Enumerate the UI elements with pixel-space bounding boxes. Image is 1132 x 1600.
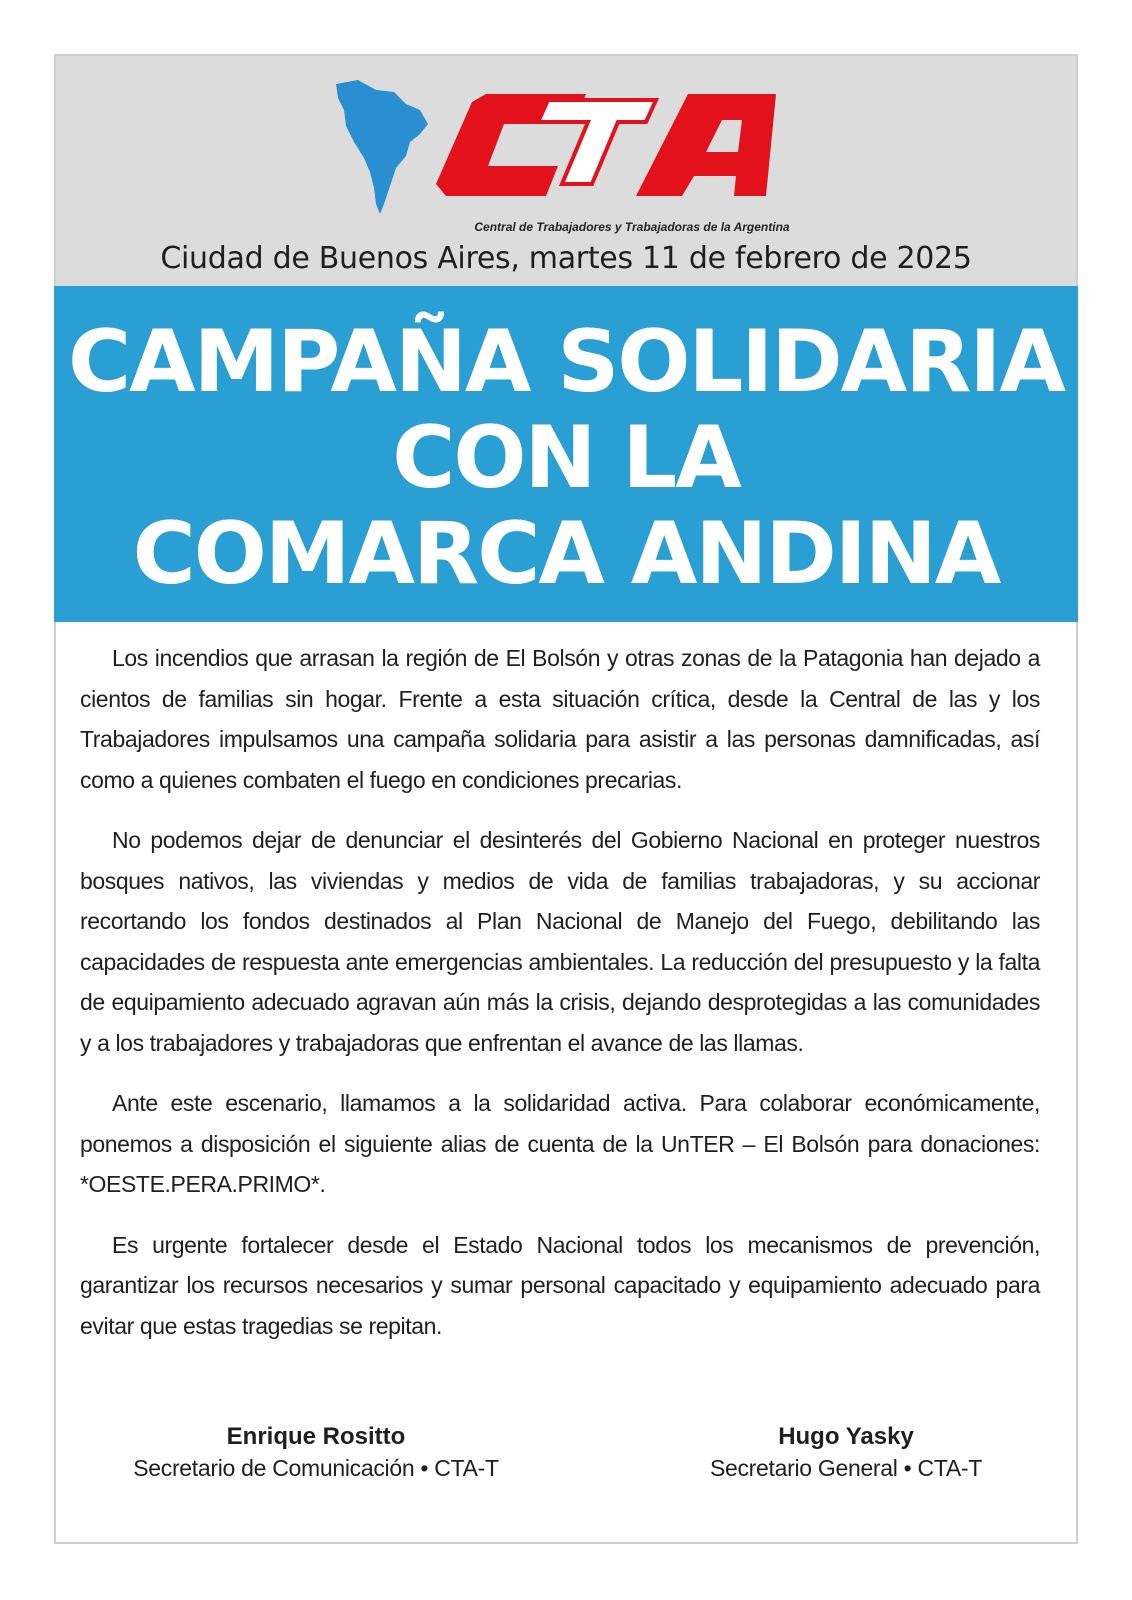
signatory-name: Enrique Rositto xyxy=(226,1423,406,1450)
banner-title-line-3: COMARCA ANDINA xyxy=(132,504,1000,604)
signature-left xyxy=(126,1422,506,1484)
date-line: Ciudad de Buenos Aires, martes 11 de febrero de 2025 xyxy=(160,241,972,276)
cta-logo xyxy=(336,80,796,220)
south-america-map-icon xyxy=(336,80,428,214)
banner-title-line-2: CON LA xyxy=(392,408,740,508)
paragraph-2: No podemos dejar de denunciar el desinterés del Gobierno Nacional en proteger nuestros bosques nativos, las viviendas y medios de vida de familias trabajadoras, y su accionar recortando los fondos destinados al Plan Nacional de Manejo del Fuego, debilitando las capacidades de respuesta ante emergencias ambientales. La reducción del presupuesto y la falta de equipamiento adecuado agravan aún más la crisis, dejando desprotegidas a las comunidades y a los trabajadores y trabajadoras que enfrentan el avance de las llamas. xyxy=(80,827,1040,1056)
logo-letter-a xyxy=(636,94,776,196)
banner-title xyxy=(54,314,1078,602)
body-text xyxy=(80,638,1040,1366)
signature-right xyxy=(656,1422,1036,1484)
paragraph-3: Ante este escenario, llamamos a la solidaridad activa. Para colaborar económicamente, ponemos a disposición el siguiente alias de cuenta de la UnTER – El Bolsón para donaciones: *OESTE.PERA.PRIMO*. xyxy=(80,1090,1040,1197)
document-frame xyxy=(54,54,1078,1544)
signatory-role: Secretario de Comunicación • CTA-T xyxy=(133,1455,499,1481)
paragraph-1: Los incendios que arrasan la región de El Bolsón y otras zonas de la Patagonia han dejado a cientos de familias sin hogar. Frente a esta situación crítica, desde la Central de las y los Trabajadores impulsamos una campaña solidaria para asistir a las personas damnificadas, así como a quienes combaten el fuego en condiciones precarias. xyxy=(80,645,1040,793)
logo-tagline: Central de Trabajadores y Trabajadoras de la Argentina xyxy=(474,220,790,234)
paragraph-4: Es urgente fortalecer desde el Estado Nacional todos los mecanismos de prevención, garantizar los recursos necesarios y sumar personal capacitado y equipamiento adecuado para evitar que estas tragedias se repitan. xyxy=(80,1231,1040,1339)
signatory-name: Hugo Yasky xyxy=(778,1423,914,1450)
signatory-role: Secretario General • CTA-T xyxy=(709,1455,983,1481)
banner-title-line-1: CAMPAÑA SOLIDARIA xyxy=(68,312,1064,412)
header xyxy=(56,56,1076,286)
title-banner xyxy=(54,286,1078,622)
